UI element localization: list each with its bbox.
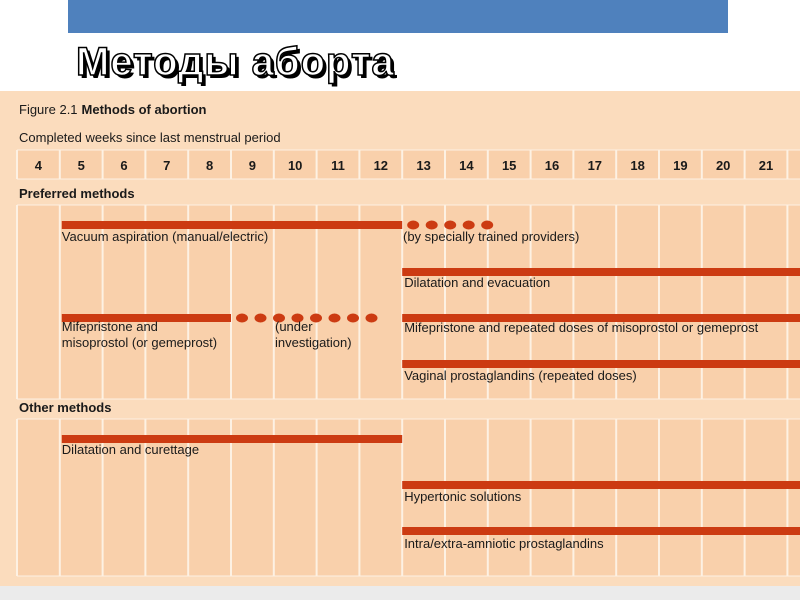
week-tick-label: 5 (77, 158, 85, 173)
week-tick-label: 21 (758, 158, 774, 173)
method-label (404, 320, 758, 335)
week-tick-label: 12 (373, 158, 389, 173)
method-bar (402, 481, 800, 489)
note-line: (under (275, 319, 313, 334)
label-line: Mifepristone and repeated doses of misoprostol or gemeprost (404, 320, 759, 335)
week-tick-label: 20 (715, 158, 731, 173)
note-line: investigation) (275, 335, 352, 350)
week-tick-label: 9 (248, 158, 257, 173)
week-tick-label: 6 (120, 158, 128, 173)
method-row (402, 314, 800, 335)
method-label (62, 229, 268, 244)
method-label (62, 442, 199, 457)
week-tick-label: 8 (205, 158, 214, 173)
label-line: Intra/extra-amniotic prostaglandins (404, 536, 604, 551)
figure-heading (19, 102, 207, 117)
group-label-other: Other methods (19, 400, 112, 415)
method-label (404, 536, 604, 551)
bottom-strip (0, 586, 800, 600)
slide-title: Методы аборта (76, 40, 395, 84)
label-line: Dilatation and curettage (61, 442, 200, 457)
extension-dot (255, 314, 267, 323)
extension-dot (329, 314, 341, 323)
abortion-methods-chart (0, 91, 800, 586)
extension-dot (347, 314, 359, 323)
label-line: Dilatation and evacuation (404, 275, 551, 290)
method-bar (62, 221, 402, 229)
method-bar (402, 360, 800, 368)
method-label (404, 275, 550, 290)
label-line: Vaginal prostaglandins (repeated doses) (404, 368, 637, 383)
method-bar (402, 527, 800, 535)
week-tick-label: 10 (287, 158, 303, 173)
week-tick-label: 13 (416, 158, 431, 173)
chart-title: Methods of abortion (81, 102, 207, 117)
week-tick-label: 17 (587, 158, 603, 173)
figure-label: Figure 2.1 (19, 102, 78, 117)
top-accent-bar (68, 0, 728, 33)
week-tick-label: 7 (163, 158, 171, 173)
x-axis-label: Completed weeks since last menstrual period (19, 130, 281, 145)
week-tick-label: 15 (501, 158, 517, 173)
label-line: Vacuum aspiration (manual/electric) (61, 229, 269, 244)
group-label-preferred: Preferred methods (19, 186, 135, 201)
week-tick-label: 19 (673, 158, 688, 173)
label-line: misoprostol (or gemeprost) (61, 335, 218, 350)
method-label (404, 368, 636, 383)
method-label (404, 489, 522, 504)
chart-canvas (0, 91, 800, 586)
label-line: Hypertonic solutions (404, 489, 522, 504)
week-tick-label: 18 (630, 158, 645, 173)
week-tick-label: 16 (544, 158, 560, 173)
extension-dot (236, 314, 248, 323)
week-tick-label: 11 (331, 158, 345, 173)
week-tick-label: 4 (34, 158, 43, 173)
label-line: Mifepristone and (61, 319, 158, 334)
week-tick-label: 14 (459, 158, 474, 173)
dotted-extension-note (403, 229, 579, 244)
note-line: (by specially trained providers) (403, 229, 580, 244)
extension-dot (366, 314, 378, 323)
